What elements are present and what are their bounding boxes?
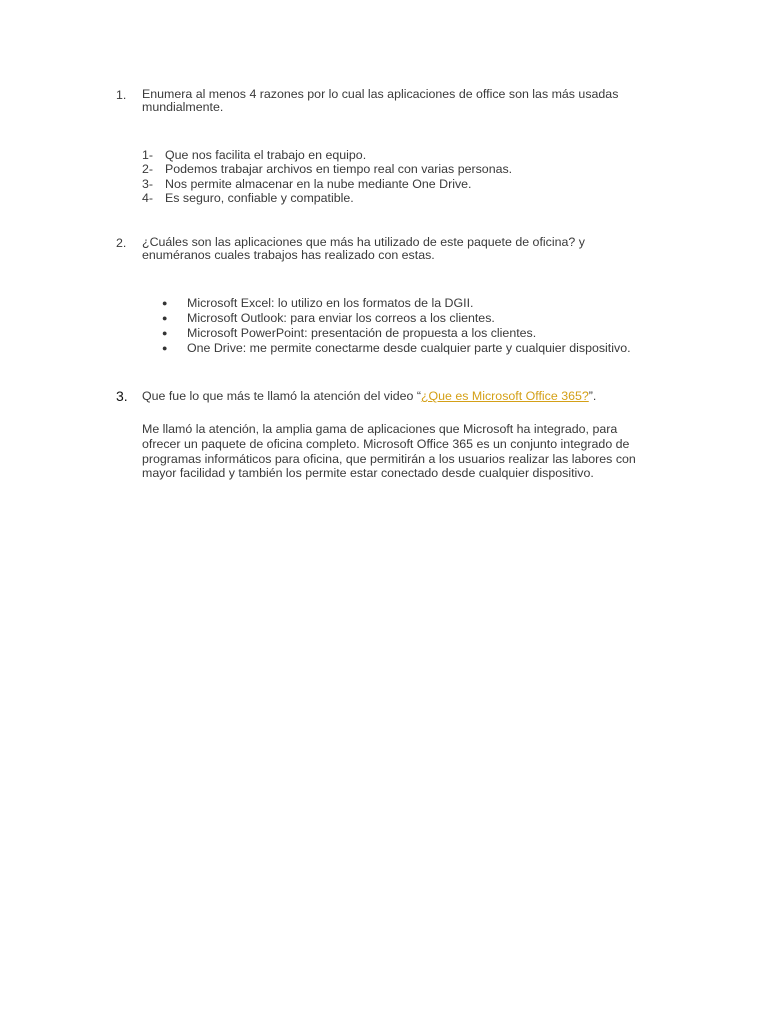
bullet-icon: ●: [162, 343, 168, 353]
question-1-answer-list: [142, 148, 512, 205]
list-item: [142, 148, 512, 162]
question-3-number: 3.: [116, 388, 128, 404]
item-text: Microsoft Excel: lo utilizo en los formatos de la DGII.: [187, 296, 474, 310]
item-text: Es seguro, confiable y compatible.: [165, 190, 354, 205]
list-item: [162, 341, 631, 356]
list-item: [162, 311, 631, 326]
question-3-text: [142, 390, 654, 403]
item-text: Que nos facilita el trabajo en equipo.: [165, 148, 367, 162]
item-number: 3-: [142, 176, 154, 191]
item-text: Nos permite almacenar en la nube mediante One Drive.: [165, 176, 472, 191]
item-number: 4-: [142, 190, 154, 205]
list-item: [142, 191, 512, 205]
list-item: [142, 177, 512, 191]
question-2-bullet-list: [162, 296, 631, 356]
question-1-number: 1.: [116, 88, 127, 102]
item-text: Microsoft Outlook: para enviar los correos a los clientes.: [187, 311, 495, 325]
question-1-text: Enumera al menos 4 razones por lo cual las aplicaciones de office son las más usadas mundialmente.: [142, 87, 619, 114]
item-text: One Drive: me permite conectarme desde cualquier parte y cualquier dispositivo.: [187, 341, 631, 355]
list-item: [142, 162, 512, 176]
question-3-text-before: Que fue lo que más te llamó la atención del video “: [142, 389, 421, 403]
question-2-text: ¿Cuáles son las aplicaciones que más ha utilizado de este paquete de oficina? y enuméranos cuales trabajos has realizado con estas.: [142, 235, 585, 262]
question-3-answer: Me llamó la atención, la amplia gama de aplicaciones que Microsoft ha integrado, para ofrecer un paquete de oficina completo. Microsoft Office 365 es un conjunto integrado de programas informáticos para oficina, que permitirán a los usuarios realizar las labores con mayor facilidad y también los permite estar conectado desde cualquier dispositivo.: [142, 422, 636, 481]
item-number: 2-: [142, 162, 154, 177]
bullet-icon: ●: [162, 313, 168, 323]
list-item: [162, 296, 631, 311]
item-text: Podemos trabajar archivos en tiempo real con varias personas.: [165, 162, 513, 177]
question-3-text-after: ”.: [588, 389, 597, 403]
list-item: [162, 326, 631, 341]
video-link[interactable]: ¿Que es Microsoft Office 365?: [420, 389, 589, 403]
item-number: 1-: [142, 148, 154, 162]
item-text: Microsoft PowerPoint: presentación de propuesta a los clientes.: [187, 326, 537, 340]
question-2-number: 2.: [116, 236, 127, 250]
bullet-icon: ●: [162, 298, 168, 308]
bullet-icon: ●: [162, 328, 168, 338]
